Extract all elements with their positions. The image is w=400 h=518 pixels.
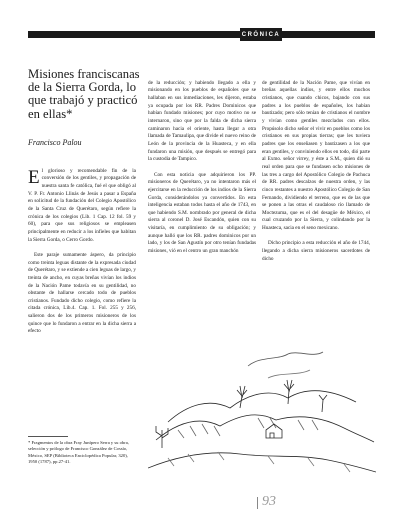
paragraph: de la reducción; y habiendo llegado a ella y misionando en los pueblos de españoles que se hallaban en sus inmediaciones, les dijeron, estaba ya ocupada por los RR. Padres Dominicos que habían fundado misiones; por cuyo motivo no se internaron, sino que por la falda de dicha sierra caminaron hacia el oriente, hasta llegar a otra llamada de Tamaulipa, que divide el nuevo reino de León de la provincia de la Huasteca, y en ella fundaron una misión, que después se entregó para la custodia de Tampico. bbox=[148, 79, 256, 163]
footnote: * Fragmentos de la obra Fray Junípero Serra y su obra, selección y prólogo de Francisco González de Cossío, México, SEP (Biblioteca Enciclopédica Popular, 320), 1950 (1787), pp.27-41. bbox=[28, 440, 129, 464]
column-3 bbox=[262, 72, 370, 271]
paragraph: Dicho principio a esta reducción el año de 1744, llegando a dicha sierra misioneros sacerdotes de dicho bbox=[262, 240, 370, 262]
section-label: CRÓNICA bbox=[240, 28, 282, 41]
paragraph: de gentilidad de la Nación Pame, que vivían en breñas aquellas indios, y entre ellos muchos cristianos, que cuando chicos, bajando con sus padres a los pueblos de españoles, los habían bautizado; pero sólo tenían de cristianos el nombre y vivían como gentiles mezclados con ellos. Propúsolo dicho señor el vivir en pueblos como los cristianos en sus propias tierras; que les tuviera padres que los enseñasen y bautizasen a los que eran gentiles, y conviniendo ellos en todo, dió parte al Exmo. señor virrey, y éste a S.M., quien dió su real orden para que se fundasen ocho misiones de las tres a cargo del Apostólico Colegio de Pachuca de RR. padres descalzos de nuestra orden, y las cinco restantes a nuestro Apostólico Colegio de San Fernando, dividiendo el terreno, que es de las que se ponen a las otras el caudaloso río llamado de Moctezuma, que es el del desagüe de México, el cual cruzando por la Sierra, y colindando por la Huasteca, sacia en el seno mexicano. bbox=[262, 79, 370, 232]
paragraph: El glorioso y recomendable fin de la conversión de los gentiles, y propagación de nuestra santa fe católica, fué el que obligó al V. P. Fr. Antonio Llinás de Jesús a pasar a España en solicitud de la fundación del Colegio Apostólico de la Santa Cruz de Querétaro, según refiere la crónica de los colegios (Lib. 1 Cap. 12 fol. 59 y 60), para que sus religiosos se empleasen principalmente en reducir a los infieles que habitan la Sierra Gorda, o Cerro Gordo. bbox=[28, 166, 136, 243]
header-rule bbox=[28, 31, 375, 38]
drop-cap: E bbox=[28, 166, 40, 188]
footnote-rule bbox=[28, 436, 68, 437]
article-title: Misiones franciscanas de la Sierra Gorda, lo que trabajó y practicó en ellas* bbox=[28, 67, 140, 121]
paragraph: Con esta noticia que adquirieron los PP. misioneros de Querétaro, ya no intentaron más el ejercitarse en la reducción de los indios de la Sierra Gorda, considerándolos ya convertidos. En esta inteligencia estaban todos hasta el año de 1743, en que habiendo S.M. nombrado por general de dicha sierra al coronel D. José Escandón, quien con su visitaría, en cumplimiento de su obligación; y aunque halló que los RR. padres dominicos por un lado, y los de San Agustín por otro tenían fundadas misiones, vió en el centro un gran manchón bbox=[148, 171, 256, 255]
column-2 bbox=[148, 72, 256, 263]
column-1 bbox=[28, 160, 136, 344]
paragraph: Este paraje sumamente áspero, da principio como treinta leguas distante de la expresada ciudad de Querétaro, y se extiende a cien leguas de largo, y treinta de ancho, en cuyas breñas vivían los indios de la Nación Pame todavía en su gentilidad, no obstante de hallarse cercado todo de pueblos cristianos. Fundado dicho colegio, como refiere la citada crónica, Lib.4. Cap. 1. Fol. 255 y 256, salieron dos de los primeros misioneros de los quince que lo fundaron a entrar en la dicha sierra a efecto bbox=[28, 251, 136, 335]
landscape-illustration bbox=[148, 338, 376, 488]
article-author: Francisco Palou bbox=[28, 138, 82, 147]
page-marker bbox=[257, 497, 258, 509]
page-number: 93 bbox=[262, 494, 276, 509]
